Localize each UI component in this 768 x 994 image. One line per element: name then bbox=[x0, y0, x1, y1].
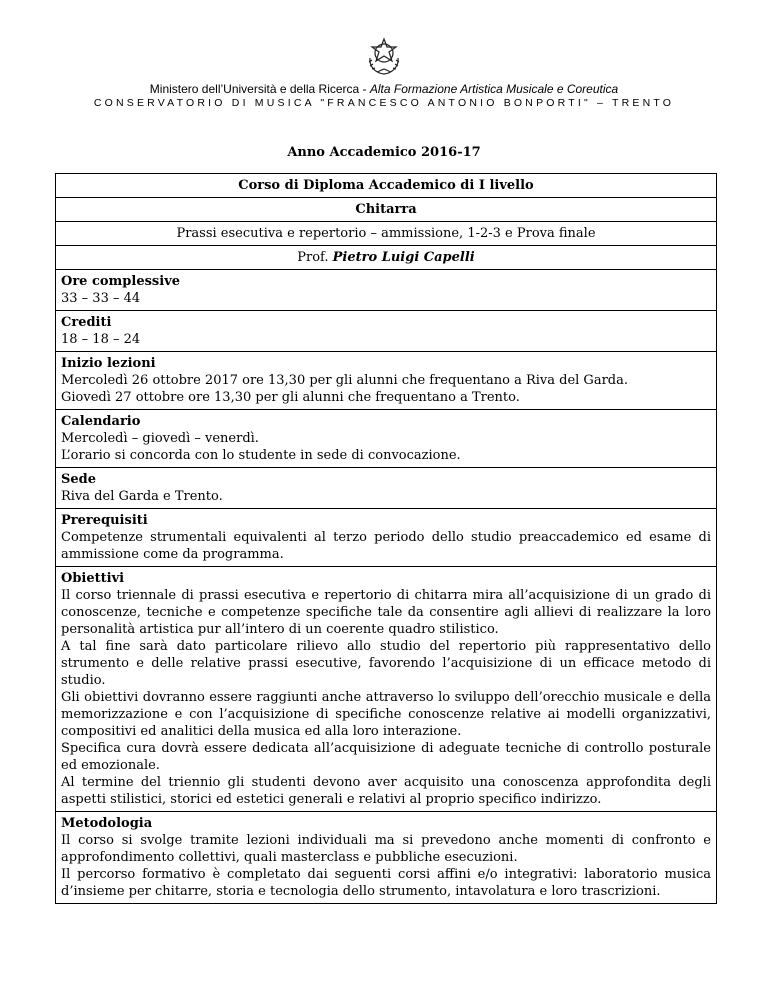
section-heading: Ore complessive bbox=[61, 274, 181, 289]
table-row bbox=[56, 468, 717, 509]
table-row bbox=[56, 270, 717, 311]
section-heading: Sede bbox=[61, 472, 97, 487]
table-row bbox=[56, 174, 717, 198]
section-paragraph: Il percorso formativo è completato dai seguenti corsi affini e/o integrativi: laboratorio musica d’insieme per chitarre, storia e tecnologia dello strumento, intavolatura e loro trascrizioni. bbox=[61, 867, 711, 899]
ministry-name: Ministero dell’Università e della Ricerca - bbox=[149, 82, 370, 96]
table-row bbox=[56, 567, 717, 812]
table-row bbox=[56, 509, 717, 567]
ministry-line bbox=[0, 82, 768, 96]
section-obiettivi bbox=[56, 567, 717, 812]
section-paragraph: Il corso triennale di prassi esecutiva e repertorio di chitarra mira all’acquisizione di un grado di conoscenze, tecniche e competenze specifiche tale da consentire agli allievi di realizzare la loro personalità artistica pur all’intero di un coerente quadro stilistico. bbox=[61, 588, 711, 637]
section-text: L’orario si concorda con lo studente in sede di convocazione. bbox=[61, 448, 461, 463]
section-text: Mercoledì – giovedì – venerdì. bbox=[61, 431, 259, 446]
section-text: Mercoledì 26 ottobre 2017 ore 13,30 per gli alunni che frequentano a Riva del Garda. bbox=[61, 373, 628, 388]
section-metodologia bbox=[56, 812, 717, 904]
conservatorio-name: CONSERVATORIO DI MUSICA "FRANCESCO ANTONIO BONPORTI" – TRENTO bbox=[93, 97, 675, 109]
course-subject: Prassi esecutiva e repertorio – ammissione, 1-2-3 e Prova finale bbox=[56, 222, 717, 246]
section-crediti bbox=[56, 311, 717, 352]
table-row bbox=[56, 352, 717, 410]
professor-name: Pietro Luigi Capelli bbox=[332, 250, 475, 265]
table-row bbox=[56, 198, 717, 222]
table-row bbox=[56, 222, 717, 246]
section-paragraph: Al termine del triennio gli studenti devono aver acquisito una conoscenza approfondita degli aspetti stilistici, storici ed estetici generali e relativi al proprio specifico indirizzo. bbox=[61, 775, 711, 807]
course-table bbox=[55, 173, 717, 904]
section-calendario bbox=[56, 410, 717, 468]
section-text: Competenze strumentali equivalenti al terzo periodo dello studio preaccademico ed esame di ammissione come da programma. bbox=[61, 530, 711, 562]
section-inizio bbox=[56, 352, 717, 410]
table-row bbox=[56, 311, 717, 352]
section-text: 18 – 18 – 24 bbox=[61, 332, 141, 347]
section-paragraph: Il corso si svolge tramite lezioni individuali ma si prevedono anche momenti di confronto e approfondimento collettivi, quali masterclass e pubbliche esecuzioni. bbox=[61, 833, 711, 865]
section-ore bbox=[56, 270, 717, 311]
professor-cell bbox=[56, 246, 717, 270]
section-heading: Crediti bbox=[61, 315, 112, 330]
table-row bbox=[56, 246, 717, 270]
ministry-sector: Alta Formazione Artistica Musicale e Coreutica bbox=[369, 82, 619, 96]
section-heading: Prerequisiti bbox=[61, 513, 148, 528]
section-text: Giovedì 27 ottobre ore 13,30 per gli alunni che frequentano a Trento. bbox=[61, 390, 520, 405]
section-heading: Metodologia bbox=[61, 816, 153, 831]
section-text: Riva del Garda e Trento. bbox=[61, 489, 223, 504]
table-row bbox=[56, 410, 717, 468]
table-row bbox=[56, 812, 717, 904]
section-paragraph: Gli obiettivi dovranno essere raggiunti anche attraverso lo sviluppo dell’orecchio musicale e della memorizzazione e con l’acquisizione di specifiche conoscenze relative ai modelli organizzativi, compositivi ed analitici della musica ed alla loro interazione. bbox=[61, 690, 711, 739]
instrument-name: Chitarra bbox=[56, 198, 717, 222]
section-sede bbox=[56, 468, 717, 509]
professor-prefix: Prof. bbox=[297, 250, 333, 265]
section-heading: Obiettivi bbox=[61, 571, 125, 586]
section-prerequisiti bbox=[56, 509, 717, 567]
academic-year-title: Anno Accademico 2016-17 bbox=[287, 145, 481, 160]
section-heading: Calendario bbox=[61, 414, 141, 429]
section-heading: Inizio lezioni bbox=[61, 356, 156, 371]
course-title: Corso di Diploma Accademico di I livello bbox=[56, 174, 717, 198]
section-paragraph: A tal fine sarà dato particolare rilievo allo studio del repertorio più rappresentativo dello strumento e delle relative prassi esecutive, favorendo l’acquisizione di un efficace metodo di studio. bbox=[61, 639, 711, 688]
section-text: 33 – 33 – 44 bbox=[61, 291, 141, 306]
republic-emblem-icon bbox=[365, 36, 403, 76]
section-paragraph: Specifica cura dovrà essere dedicata all’acquisizione di adeguate tecniche di controllo posturale ed emozionale. bbox=[61, 741, 711, 773]
